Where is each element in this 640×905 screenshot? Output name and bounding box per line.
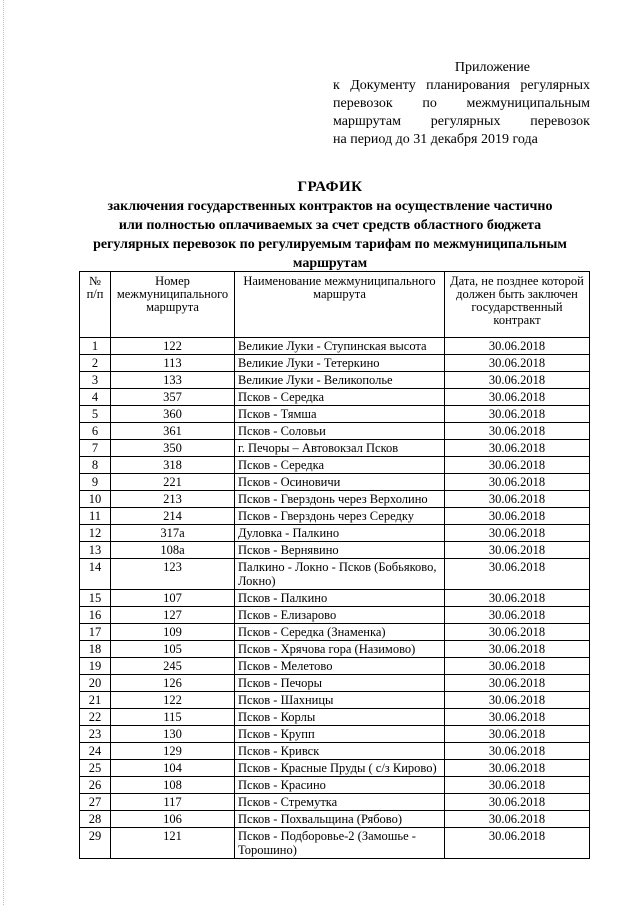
route-name: Псков - Середка <box>235 389 445 406</box>
table-row <box>80 508 590 525</box>
table-row <box>80 658 590 675</box>
deadline-date: 30.06.2018 <box>445 440 590 457</box>
deadline-date: 30.06.2018 <box>445 542 590 559</box>
table-row <box>80 590 590 607</box>
route-name: Великие Луки - Ступинская высота <box>235 338 445 355</box>
route-number: 113 <box>111 355 235 372</box>
route-name: Псков - Тямша <box>235 406 445 423</box>
route-name: Псков - Осиновичи <box>235 474 445 491</box>
row-number: 15 <box>80 590 111 607</box>
row-number: 3 <box>80 372 111 389</box>
route-number: 214 <box>111 508 235 525</box>
deadline-date: 30.06.2018 <box>445 338 590 355</box>
appendix-line: перевозок по межмуниципальным <box>333 96 590 111</box>
header-route-number: Номер межмуниципального маршрута <box>111 272 235 338</box>
route-name: Псков - Кривск <box>235 743 445 760</box>
route-number: 245 <box>111 658 235 675</box>
heading-line: или полностью оплачиваемых за счет средств областного бюджета <box>118 218 542 233</box>
route-number: 122 <box>111 692 235 709</box>
deadline-date: 30.06.2018 <box>445 811 590 828</box>
route-number: 104 <box>111 760 235 777</box>
table-row <box>80 423 590 440</box>
deadline-date: 30.06.2018 <box>445 525 590 542</box>
route-number: 123 <box>111 559 235 590</box>
table-row <box>80 559 590 590</box>
table-body <box>80 338 590 859</box>
table-row <box>80 641 590 658</box>
deadline-date: 30.06.2018 <box>445 743 590 760</box>
table-row <box>80 355 590 372</box>
deadline-date: 30.06.2018 <box>445 389 590 406</box>
route-number: 115 <box>111 709 235 726</box>
document-heading <box>60 178 600 273</box>
appendix-block <box>333 59 590 149</box>
route-number: 107 <box>111 590 235 607</box>
row-number: 8 <box>80 457 111 474</box>
route-name: Псков - Середка <box>235 457 445 474</box>
row-number: 25 <box>80 760 111 777</box>
route-name: Дуловка - Палкино <box>235 525 445 542</box>
route-name: Псков - Подборовье-2 (Замошье - Торошино) <box>235 828 445 859</box>
row-number: 10 <box>80 491 111 508</box>
table-row <box>80 760 590 777</box>
route-name: Псков - Корлы <box>235 709 445 726</box>
deadline-date: 30.06.2018 <box>445 760 590 777</box>
route-number: 122 <box>111 338 235 355</box>
route-name: Псков - Елизарово <box>235 607 445 624</box>
deadline-date: 30.06.2018 <box>445 590 590 607</box>
deadline-date: 30.06.2018 <box>445 726 590 743</box>
table-row <box>80 624 590 641</box>
table-row <box>80 828 590 859</box>
table-row <box>80 457 590 474</box>
deadline-date: 30.06.2018 <box>445 508 590 525</box>
deadline-date: 30.06.2018 <box>445 675 590 692</box>
route-name: г. Печоры – Автовокзал Псков <box>235 440 445 457</box>
deadline-date: 30.06.2018 <box>445 491 590 508</box>
route-name: Великие Луки - Тетеркино <box>235 355 445 372</box>
table-row <box>80 726 590 743</box>
scan-edge <box>3 0 5 905</box>
deadline-date: 30.06.2018 <box>445 692 590 709</box>
header-route-name: Наименование межмуниципального маршрута <box>235 272 445 338</box>
heading-title: ГРАФИК <box>297 179 363 195</box>
route-name: Псков - Мелетово <box>235 658 445 675</box>
deadline-date: 30.06.2018 <box>445 709 590 726</box>
route-name: Псков - Похвальщина (Рябово) <box>235 811 445 828</box>
row-number: 22 <box>80 709 111 726</box>
appendix-line: на период до 31 декабря 2019 года <box>333 132 538 147</box>
row-number: 13 <box>80 542 111 559</box>
route-name: Палкино - Локно - Псков (Бобьяково, Локно) <box>235 559 445 590</box>
row-number: 12 <box>80 525 111 542</box>
row-number: 29 <box>80 828 111 859</box>
route-number: 133 <box>111 372 235 389</box>
route-name: Великие Луки - Великополье <box>235 372 445 389</box>
table-row <box>80 777 590 794</box>
table-row <box>80 525 590 542</box>
deadline-date: 30.06.2018 <box>445 457 590 474</box>
row-number: 6 <box>80 423 111 440</box>
route-number: 213 <box>111 491 235 508</box>
route-number: 127 <box>111 607 235 624</box>
row-number: 23 <box>80 726 111 743</box>
table-row <box>80 692 590 709</box>
row-number: 9 <box>80 474 111 491</box>
row-number: 11 <box>80 508 111 525</box>
deadline-date: 30.06.2018 <box>445 423 590 440</box>
deadline-date: 30.06.2018 <box>445 406 590 423</box>
row-number: 14 <box>80 559 111 590</box>
deadline-date: 30.06.2018 <box>445 777 590 794</box>
table-row <box>80 709 590 726</box>
header-num: № п/п <box>80 272 111 338</box>
table-row <box>80 372 590 389</box>
deadline-date: 30.06.2018 <box>445 474 590 491</box>
route-number: 317а <box>111 525 235 542</box>
route-number: 130 <box>111 726 235 743</box>
table-row <box>80 542 590 559</box>
route-name: Псков - Гверздонь через Верхолино <box>235 491 445 508</box>
route-number: 106 <box>111 811 235 828</box>
row-number: 26 <box>80 777 111 794</box>
heading-line: маршрутам <box>292 256 368 271</box>
route-number: 117 <box>111 794 235 811</box>
route-name: Псков - Красные Пруды ( с/з Кирово) <box>235 760 445 777</box>
row-number: 28 <box>80 811 111 828</box>
table-row <box>80 675 590 692</box>
row-number: 7 <box>80 440 111 457</box>
table-row <box>80 440 590 457</box>
deadline-date: 30.06.2018 <box>445 355 590 372</box>
route-name: Псков - Стремутка <box>235 794 445 811</box>
route-name: Псков - Шахницы <box>235 692 445 709</box>
deadline-date: 30.06.2018 <box>445 559 590 590</box>
header-deadline: Дата, не позднее которой должен быть заключен государственный контракт <box>445 272 590 338</box>
row-number: 18 <box>80 641 111 658</box>
route-number: 121 <box>111 828 235 859</box>
deadline-date: 30.06.2018 <box>445 641 590 658</box>
route-name: Псков - Гверздонь через Середку <box>235 508 445 525</box>
route-number: 360 <box>111 406 235 423</box>
route-name: Псков - Печоры <box>235 675 445 692</box>
deadline-date: 30.06.2018 <box>445 624 590 641</box>
route-number: 361 <box>111 423 235 440</box>
route-name: Псков - Крупп <box>235 726 445 743</box>
deadline-date: 30.06.2018 <box>445 372 590 389</box>
table-row <box>80 338 590 355</box>
route-number: 318 <box>111 457 235 474</box>
deadline-date: 30.06.2018 <box>445 607 590 624</box>
route-number: 126 <box>111 675 235 692</box>
route-name: Псков - Красино <box>235 777 445 794</box>
route-number: 105 <box>111 641 235 658</box>
row-number: 16 <box>80 607 111 624</box>
appendix-title: Приложение <box>454 60 530 75</box>
table-row <box>80 389 590 406</box>
table-row <box>80 811 590 828</box>
route-number: 221 <box>111 474 235 491</box>
route-number: 350 <box>111 440 235 457</box>
row-number: 24 <box>80 743 111 760</box>
row-number: 1 <box>80 338 111 355</box>
route-number: 108 <box>111 777 235 794</box>
row-number: 4 <box>80 389 111 406</box>
route-number: 108а <box>111 542 235 559</box>
route-name: Псков - Соловьи <box>235 423 445 440</box>
route-name: Псков - Середка (Знаменка) <box>235 624 445 641</box>
route-number: 129 <box>111 743 235 760</box>
table-row <box>80 491 590 508</box>
route-name: Псков - Вернявино <box>235 542 445 559</box>
heading-line: регулярных перевозок по регулируемым тарифам по межмуниципальным <box>93 237 567 252</box>
appendix-line: к Документу планирования регулярных <box>333 78 590 93</box>
route-name: Псков - Хрячова гора (Назимово) <box>235 641 445 658</box>
row-number: 20 <box>80 675 111 692</box>
table-row <box>80 743 590 760</box>
table-row <box>80 607 590 624</box>
table-row <box>80 794 590 811</box>
deadline-date: 30.06.2018 <box>445 828 590 859</box>
row-number: 27 <box>80 794 111 811</box>
row-number: 19 <box>80 658 111 675</box>
row-number: 21 <box>80 692 111 709</box>
table-row <box>80 406 590 423</box>
heading-line: заключения государственных контрактов на осуществление частично <box>107 199 553 214</box>
deadline-date: 30.06.2018 <box>445 794 590 811</box>
routes-table <box>79 271 590 859</box>
row-number: 2 <box>80 355 111 372</box>
route-number: 357 <box>111 389 235 406</box>
table-header-row <box>80 272 590 338</box>
route-number: 109 <box>111 624 235 641</box>
appendix-line: маршрутам регулярных перевозок <box>333 114 590 129</box>
route-name: Псков - Палкино <box>235 590 445 607</box>
table-row <box>80 474 590 491</box>
row-number: 5 <box>80 406 111 423</box>
row-number: 17 <box>80 624 111 641</box>
deadline-date: 30.06.2018 <box>445 658 590 675</box>
